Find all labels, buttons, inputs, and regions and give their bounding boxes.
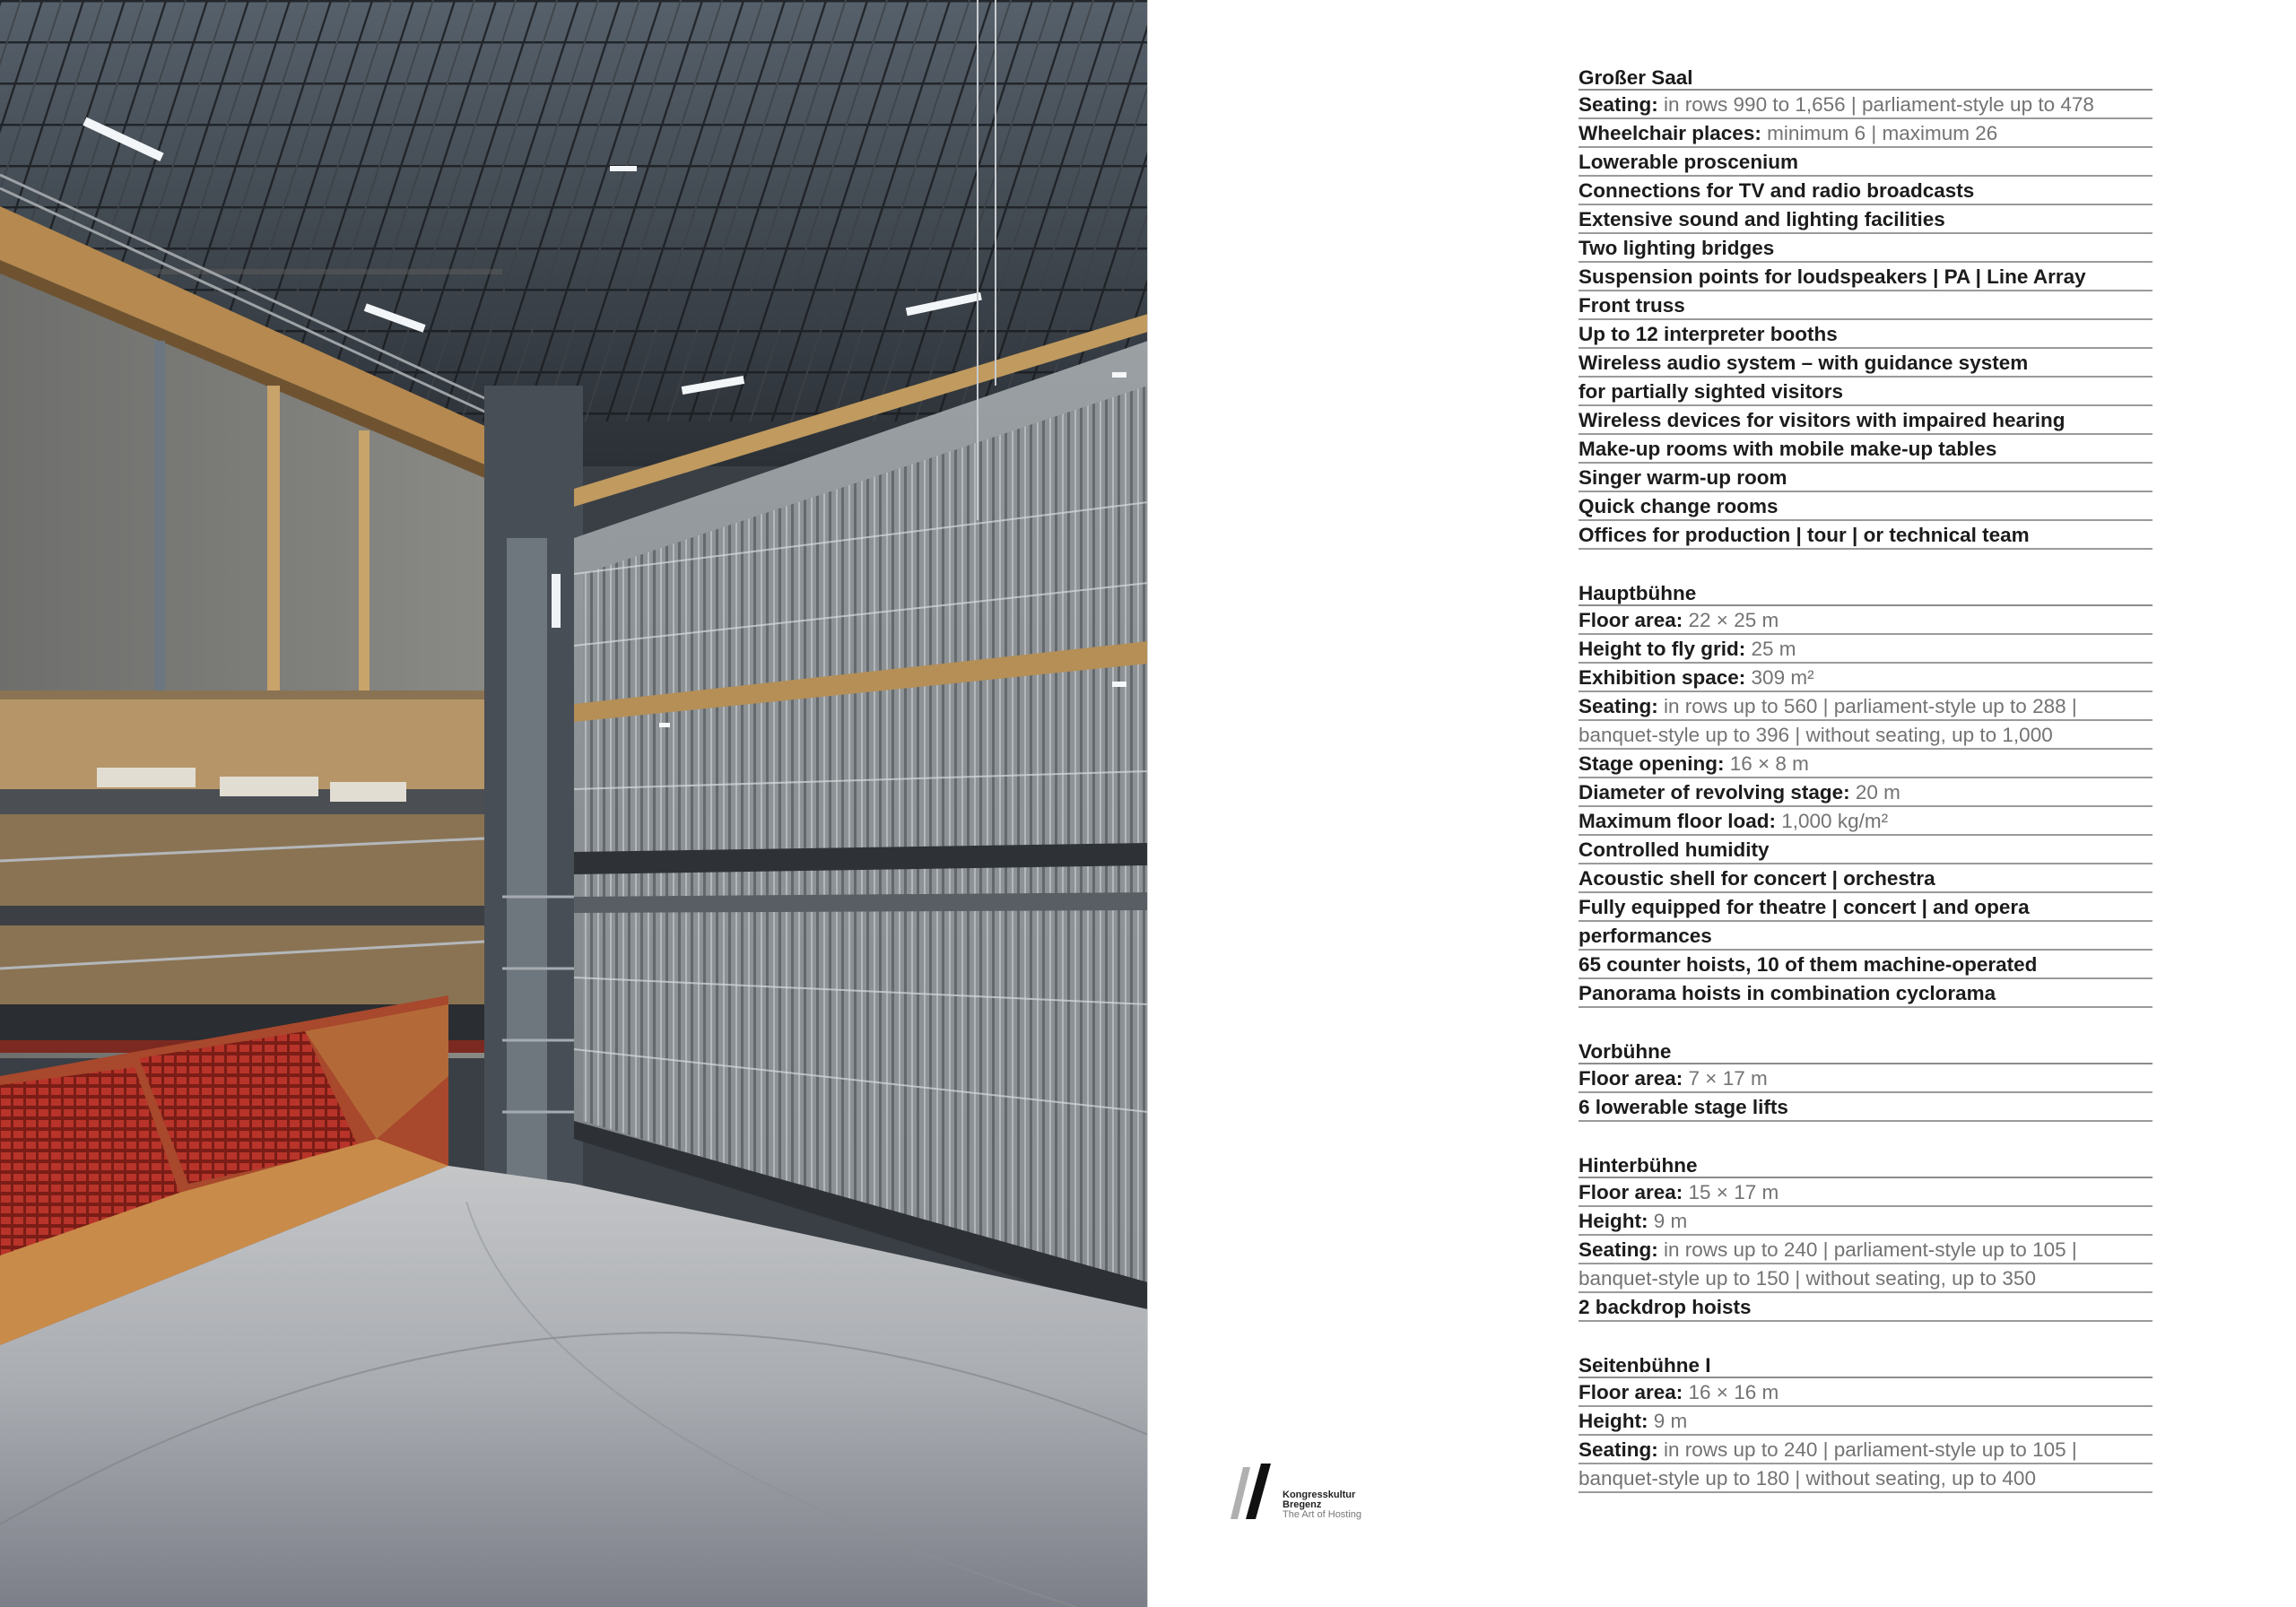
slash-logo-icon bbox=[1231, 1462, 1284, 1524]
section-title: Großer Saal bbox=[1578, 63, 2152, 91]
spec-row bbox=[1578, 521, 2152, 550]
spec-row bbox=[1578, 1293, 2152, 1322]
spec-value: banquet-style up to 180 | without seating, up to 400 bbox=[1578, 1467, 2036, 1490]
spec-row bbox=[1578, 692, 2152, 721]
spec-text: Controlled humidity bbox=[1578, 838, 1770, 861]
kongresskultur-logo bbox=[1231, 1462, 1383, 1524]
spec-row bbox=[1578, 205, 2152, 234]
spec-label: Seating: bbox=[1578, 695, 1658, 717]
spec-label: Height to fly grid: bbox=[1578, 638, 1746, 660]
spec-row bbox=[1578, 951, 2152, 979]
spec-row bbox=[1578, 664, 2152, 692]
spec-value: in rows up to 560 | parliament-style up to 288 | bbox=[1657, 695, 2077, 717]
spec-row bbox=[1578, 721, 2152, 750]
spec-label: Wheelchair places: bbox=[1578, 122, 1761, 144]
spec-text: Suspension points for loudspeakers | PA | Line Array bbox=[1578, 265, 2086, 288]
spec-row bbox=[1578, 1464, 2152, 1493]
spec-value: in rows 990 to 1,656 | parliament-style up to 478 bbox=[1657, 93, 2094, 116]
spec-value: minimum 6 | maximum 26 bbox=[1761, 122, 1998, 144]
spec-row bbox=[1578, 836, 2152, 864]
spec-text: Singer warm-up room bbox=[1578, 466, 1787, 489]
spec-value: 1,000 kg/m² bbox=[1776, 810, 1889, 832]
spec-value: 9 m bbox=[1648, 1410, 1688, 1432]
logo-line-1: Kongresskultur bbox=[1283, 1490, 1356, 1500]
spec-row bbox=[1578, 148, 2152, 177]
spec-row bbox=[1578, 1378, 2152, 1407]
spec-label: Exhibition space: bbox=[1578, 666, 1746, 689]
spec-row bbox=[1578, 893, 2152, 922]
section-title: Hauptbühne bbox=[1578, 578, 2152, 606]
spec-value: in rows up to 240 | parliament-style up to 105 | bbox=[1657, 1438, 2077, 1461]
spec-label: Seating: bbox=[1578, 93, 1658, 116]
spec-value: 309 m² bbox=[1745, 666, 1814, 689]
spec-section bbox=[1578, 63, 2152, 550]
spec-value: banquet-style up to 150 | without seating, up to 350 bbox=[1578, 1267, 2036, 1290]
spec-label: Floor area: bbox=[1578, 1181, 1683, 1203]
spec-row bbox=[1578, 435, 2152, 464]
spec-row bbox=[1578, 291, 2152, 320]
spec-section bbox=[1578, 1351, 2152, 1493]
spec-row bbox=[1578, 406, 2152, 435]
spec-label: Floor area: bbox=[1578, 1067, 1683, 1090]
spec-label: Diameter of revolving stage: bbox=[1578, 781, 1850, 804]
spec-text: Up to 12 interpreter booths bbox=[1578, 323, 1838, 345]
spec-text: Connections for TV and radio broadcasts bbox=[1578, 179, 1975, 202]
spec-label: Maximum floor load: bbox=[1578, 810, 1777, 832]
spec-text: 65 counter hoists, 10 of them machine-operated bbox=[1578, 953, 2038, 976]
spec-value: 16 × 8 m bbox=[1724, 752, 1809, 775]
spec-text: Acoustic shell for concert | orchestra bbox=[1578, 867, 1935, 890]
logo-line-3: The Art of Hosting bbox=[1283, 1509, 1362, 1520]
technical-specifications bbox=[1578, 63, 2152, 1522]
logo-line-2: Bregenz bbox=[1283, 1499, 1322, 1510]
spec-text: Fully equipped for theatre | concert | and opera bbox=[1578, 896, 2030, 918]
spec-text: Make-up rooms with mobile make-up tables bbox=[1578, 438, 1997, 460]
spec-text: 2 backdrop hoists bbox=[1578, 1296, 1752, 1318]
spec-row bbox=[1578, 1236, 2152, 1264]
spec-row bbox=[1578, 349, 2152, 378]
section-title: Seitenbühne I bbox=[1578, 1351, 2152, 1378]
spec-value: 16 × 16 m bbox=[1683, 1381, 1779, 1403]
spec-value: 25 m bbox=[1745, 638, 1796, 660]
spec-label: Stage opening: bbox=[1578, 752, 1725, 775]
spec-row bbox=[1578, 635, 2152, 664]
spec-label: Height: bbox=[1578, 1210, 1648, 1232]
spec-row bbox=[1578, 378, 2152, 406]
spec-label: Height: bbox=[1578, 1410, 1648, 1432]
section-title: Vorbühne bbox=[1578, 1037, 2152, 1064]
spec-row bbox=[1578, 263, 2152, 291]
spec-row bbox=[1578, 1093, 2152, 1122]
spec-row bbox=[1578, 807, 2152, 836]
spec-value: in rows up to 240 | parliament-style up to 105 | bbox=[1657, 1238, 2077, 1261]
spec-row bbox=[1578, 234, 2152, 263]
spec-text: Offices for production | tour | or technical team bbox=[1578, 524, 2030, 546]
spec-label: Floor area: bbox=[1578, 1381, 1683, 1403]
spec-value: banquet-style up to 396 | without seating, up to 1,000 bbox=[1578, 724, 2053, 746]
spec-row bbox=[1578, 979, 2152, 1008]
spec-value: 22 × 25 m bbox=[1683, 609, 1779, 631]
spec-text: Wireless devices for visitors with impaired hearing bbox=[1578, 409, 2066, 431]
spec-text: Wireless audio system – with guidance system bbox=[1578, 352, 2029, 374]
spec-text: Extensive sound and lighting facilities bbox=[1578, 208, 1945, 230]
spec-row bbox=[1578, 492, 2152, 521]
spec-text: Lowerable proscenium bbox=[1578, 151, 1799, 173]
spec-section bbox=[1578, 578, 2152, 1008]
spec-row bbox=[1578, 320, 2152, 349]
spec-row bbox=[1578, 1436, 2152, 1464]
spec-row bbox=[1578, 922, 2152, 951]
spec-row bbox=[1578, 91, 2152, 119]
spec-row bbox=[1578, 1264, 2152, 1293]
spec-value: 9 m bbox=[1648, 1210, 1688, 1232]
spec-label: Seating: bbox=[1578, 1438, 1658, 1461]
spec-value: 7 × 17 m bbox=[1683, 1067, 1768, 1090]
spec-row bbox=[1578, 119, 2152, 148]
spec-text: Front truss bbox=[1578, 294, 1685, 317]
spec-row bbox=[1578, 1207, 2152, 1236]
spec-text: for partially sighted visitors bbox=[1578, 380, 1844, 403]
spec-section bbox=[1578, 1037, 2152, 1122]
spec-label: Seating: bbox=[1578, 1238, 1658, 1261]
spec-value: 20 m bbox=[1849, 781, 1900, 804]
section-title: Hinterbühne bbox=[1578, 1151, 2152, 1178]
spec-value: 15 × 17 m bbox=[1683, 1181, 1779, 1203]
spec-row bbox=[1578, 464, 2152, 492]
spec-row bbox=[1578, 778, 2152, 807]
spec-text: Two lighting bridges bbox=[1578, 237, 1775, 259]
spec-row bbox=[1578, 1178, 2152, 1207]
spec-row bbox=[1578, 177, 2152, 205]
spec-text: 6 lowerable stage lifts bbox=[1578, 1096, 1788, 1118]
spec-row bbox=[1578, 1064, 2152, 1093]
spec-text: Quick change rooms bbox=[1578, 495, 1779, 517]
spec-text: performances bbox=[1578, 925, 1712, 947]
spec-section bbox=[1578, 1151, 2152, 1322]
spec-text: Panorama hoists in combination cyclorama bbox=[1578, 982, 1996, 1004]
spec-label: Floor area: bbox=[1578, 609, 1683, 631]
spec-row bbox=[1578, 606, 2152, 635]
spec-row bbox=[1578, 864, 2152, 893]
spec-row bbox=[1578, 750, 2152, 778]
spec-row bbox=[1578, 1407, 2152, 1436]
